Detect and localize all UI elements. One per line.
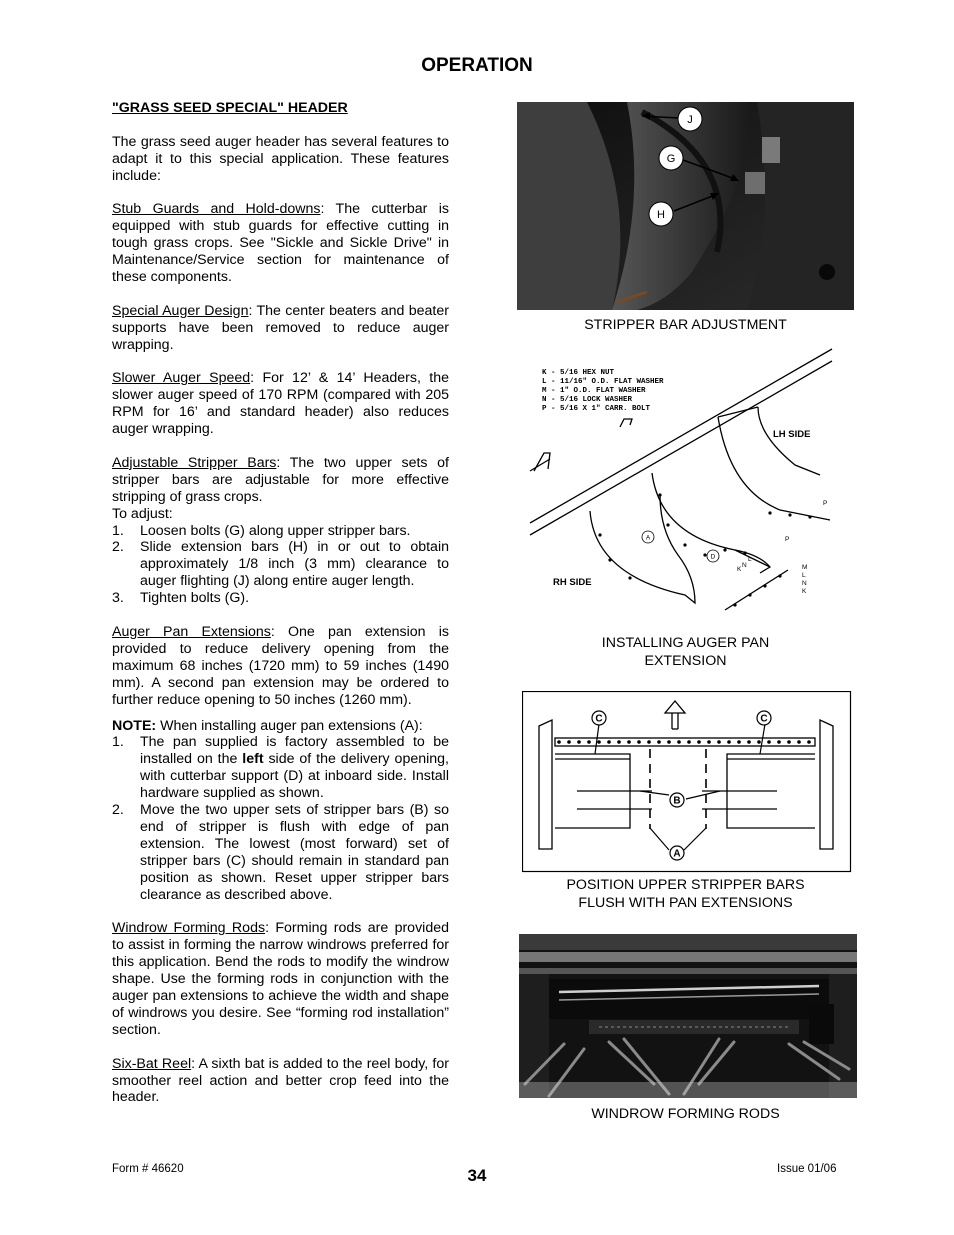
note-steps-list [112, 734, 449, 903]
to-adjust-label: To adjust: [112, 505, 173, 522]
intro-paragraph: The grass seed auger header has several features to adapt it to this special application. These features include: [112, 133, 449, 184]
label-l: L [748, 556, 752, 563]
label-p-upper: P [823, 500, 828, 507]
callout-h: H [657, 209, 665, 221]
label-k: K [737, 566, 742, 573]
callout-a: A [673, 848, 681, 860]
label-l-col: L [802, 572, 806, 579]
footer-issue-date: Issue 01/06 [777, 1163, 837, 1175]
label-n: N [742, 562, 747, 569]
six-bat-text: : A sixth bat is added to the reel body, for smoother reel action and better crop feed into the header. [112, 1055, 449, 1106]
callout-a: A [645, 534, 651, 542]
note-label: NOTE: [112, 717, 157, 734]
label-m-col: M [802, 564, 808, 571]
windrow-rods-paragraph [112, 920, 449, 1038]
stub-guards-title: Stub Guards and Hold-downs [112, 201, 321, 218]
legend-l: L - 11/16" O.D. FLAT WASHER [542, 378, 664, 386]
page-title: OPERATION [421, 55, 533, 76]
adjust-steps-list [112, 523, 449, 608]
callout-b: B [673, 795, 681, 807]
pan-extensions-title: Auger Pan Extensions [112, 624, 271, 640]
figure-caption-auger-pan: INSTALLING AUGER PAN EXTENSION [601, 635, 770, 669]
slower-auger-title: Slower Auger Speed [112, 370, 251, 387]
stripper-bar-callouts [517, 102, 854, 310]
auger-pan-extension-diagram [520, 345, 855, 625]
list-item: 1. The pan supplied is factory assembled to be installed on the left side of the delivery opening, with cutterbar support (D) at inboard side. Install hardware supplied as shown. [112, 734, 449, 802]
callout-c-left: C [595, 713, 603, 725]
six-bat-paragraph [112, 1056, 449, 1107]
label-k-col: K [802, 588, 807, 595]
list-item: 2. Move the two upper sets of stripper bars (B) so end of stripper is flush with edge of pan extension. The lowest (most forward) set of stripper bars (C) should remain in standard pan position as shown. Reset upper stripper bars clearance as described above. [112, 802, 449, 903]
stub-guards-text: : The cutterbar is equipped with stub guards for effective cutting in tough grass crops. See "Sickle and Sickle Drive" in Maintenance/Service section for maintenance of these components. [112, 201, 449, 286]
legend-k: K - 5/16 HEX NUT [542, 369, 615, 377]
figure-caption-windrow-rods: WINDROW FORMING RODS [591, 1106, 780, 1122]
figure-caption-stripper-bar: STRIPPER BAR ADJUSTMENT [584, 317, 787, 333]
body-text-column [112, 100, 449, 1123]
note-paragraph [112, 718, 449, 735]
section-heading: "GRASS SEED SPECIAL" HEADER [112, 100, 348, 116]
rh-side-label: RH SIDE [553, 577, 592, 588]
windrow-forming-rods-photo [519, 934, 857, 1098]
lh-side-label: LH SIDE [773, 429, 811, 440]
list-item: 2. Slide extension bars (H) in or out to obtain approximately 1/8 inch (3 mm) clearance to auger flighting (J) along entire auger length. [112, 539, 449, 590]
special-auger-paragraph [112, 303, 449, 354]
stripper-bars-paragraph [112, 455, 449, 506]
callout-g: G [666, 153, 676, 165]
stripper-bars-text: : The two upper sets of stripper bars are adjustable for more effective stripping of grass crops. [112, 454, 449, 505]
stripper-bars-position-diagram [522, 691, 852, 873]
pan-extensions-paragraph [112, 624, 449, 709]
slower-auger-text: : For 12’ & 14’ Headers, the slower auger speed of 170 RPM (compared with 205 RPM for 16’ and standard header) also reduces auger wrapping. [112, 370, 449, 438]
legend-m: M - 1" O.D. FLAT WASHER [542, 387, 646, 395]
footer-page-number: 34 [467, 1166, 487, 1185]
list-item: 1. Loosen bolts (G) along upper stripper bars. [112, 522, 411, 539]
windrow-rods-text: : Forming rods are provided to assist in forming the narrow windrows preferred for this application. Bend the rods to modify the windrow shape. Use the forming rods in conjunction with the auger pan extensions to achieve the width and shape of windrows you desire. See “forming rod installation” section. [112, 920, 449, 1038]
label-p-lower: P [785, 536, 790, 543]
note-text: When installing auger pan extensions (A): [156, 717, 423, 734]
slower-auger-paragraph [112, 370, 449, 438]
six-bat-title: Six-Bat Reel [112, 1055, 192, 1072]
callout-j: J [687, 114, 693, 126]
special-auger-title: Special Auger Design [112, 302, 249, 319]
list-item: 3. Tighten bolts (G). [112, 590, 250, 607]
stripper-bars-title: Adjustable Stripper Bars [112, 454, 277, 471]
figure-caption-stripper-position: POSITION UPPER STRIPPER BARS FLUSH WITH PAN EXTENSIONS [566, 877, 805, 911]
windrow-rods-title: Windrow Forming Rods [112, 920, 266, 937]
callout-c-right: C [760, 713, 768, 725]
pan-extensions-text: : One pan extension is provided to reduce delivery opening from the maximum 68 inches (1720 mm) to 59 inches (1490 mm). A second pan extension may be ordered to further reduce opening to 50 inches (1260 mm). [112, 624, 449, 708]
footer-form-number: Form # 46620 [112, 1163, 184, 1175]
legend-p: P - 5/16 X 1" CARR. BOLT [542, 405, 651, 413]
stub-guards-paragraph [112, 201, 449, 286]
label-n-col: N [802, 580, 807, 587]
legend-n: N - 5/16 LOCK WASHER [542, 396, 633, 404]
special-auger-text: : The center beaters and beater supports have been removed to reduce auger wrapping. [112, 302, 449, 353]
callout-d: D [710, 553, 716, 561]
